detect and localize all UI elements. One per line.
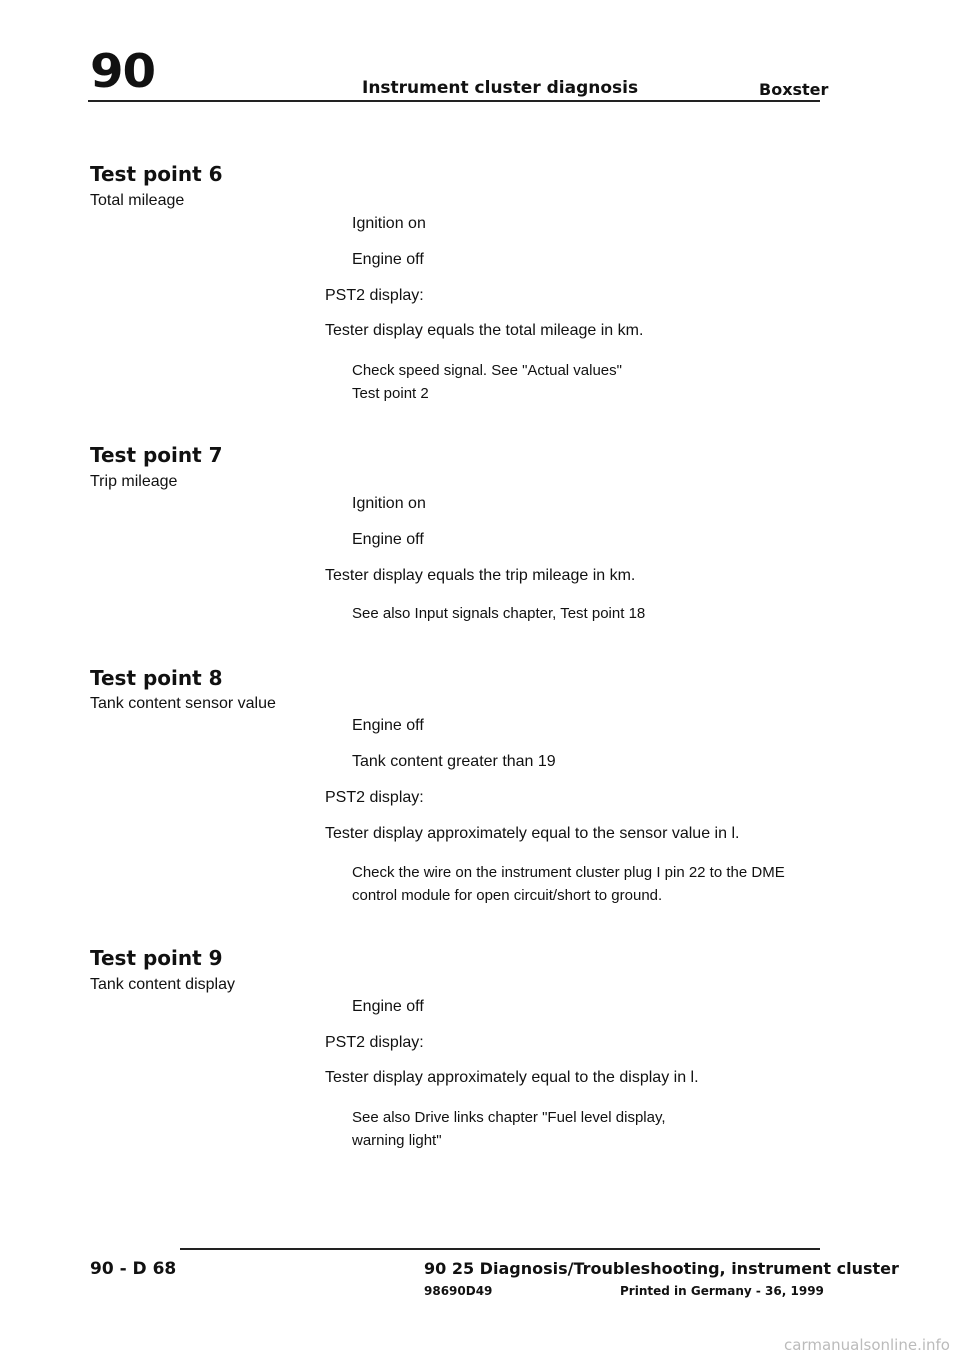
test-point-6-title: Test point 6: [90, 162, 223, 186]
note-line: Check speed signal. See "Actual values": [352, 362, 622, 379]
header-rule: [88, 100, 820, 102]
test-point-8-step: Engine off: [352, 717, 424, 734]
test-point-6-step: PST2 display:: [325, 287, 424, 304]
watermark: carmanualsonline.info: [784, 1336, 950, 1354]
chapter-number: 90: [90, 44, 156, 98]
page-number: 90 - D 68: [90, 1259, 177, 1279]
test-point-8-step: PST2 display:: [325, 789, 424, 806]
test-point-6-step: Engine off: [352, 251, 424, 268]
test-point-9-title: Test point 9: [90, 946, 223, 970]
test-point-7-title: Test point 7: [90, 443, 223, 467]
header-title: Instrument cluster diagnosis: [362, 78, 639, 98]
test-point-9-step: PST2 display:: [325, 1034, 424, 1051]
note-line: See also Input signals chapter, Test point 18: [352, 605, 646, 622]
note-line: control module for open circuit/short to ground.: [352, 887, 663, 904]
test-point-6-step: Ignition on: [352, 215, 426, 232]
test-point-7-step: Tester display equals the trip mileage in km.: [325, 567, 636, 584]
test-point-8-title: Test point 8: [90, 666, 223, 690]
footer-title: 90 25 Diagnosis/Troubleshooting, instrument cluster: [424, 1259, 899, 1278]
note-line: Test point 2: [352, 385, 429, 402]
note-line: See also Drive links chapter "Fuel level display,: [352, 1109, 666, 1126]
test-point-6-note: [352, 359, 812, 405]
test-point-6-subtitle: Total mileage: [90, 192, 185, 209]
test-point-7-note: [352, 602, 812, 625]
test-point-8-subtitle: Tank content sensor value: [90, 695, 276, 712]
note-line: warning light": [352, 1132, 442, 1149]
test-point-7-step: Ignition on: [352, 495, 426, 512]
test-point-7-step: Engine off: [352, 531, 424, 548]
test-point-8-step: Tank content greater than 19: [352, 753, 556, 770]
test-point-7-subtitle: Trip mileage: [90, 473, 178, 490]
test-point-9-step: Tester display approximately equal to the display in l.: [325, 1069, 699, 1086]
footer-rule: [180, 1248, 820, 1250]
print-info: Printed in Germany - 36, 1999: [620, 1284, 824, 1298]
test-point-6-step: Tester display equals the total mileage in km.: [325, 322, 644, 339]
header-model: Boxster: [759, 80, 829, 99]
test-point-9-step: Engine off: [352, 998, 424, 1015]
test-point-9-subtitle: Tank content display: [90, 976, 235, 993]
test-point-8-note: [352, 861, 812, 907]
test-point-9-note: [352, 1106, 812, 1152]
document-code: 98690D49: [424, 1284, 493, 1298]
note-line: Check the wire on the instrument cluster plug I pin 22 to the DME: [352, 864, 785, 881]
test-point-8-step: Tester display approximately equal to the sensor value in l.: [325, 825, 740, 842]
